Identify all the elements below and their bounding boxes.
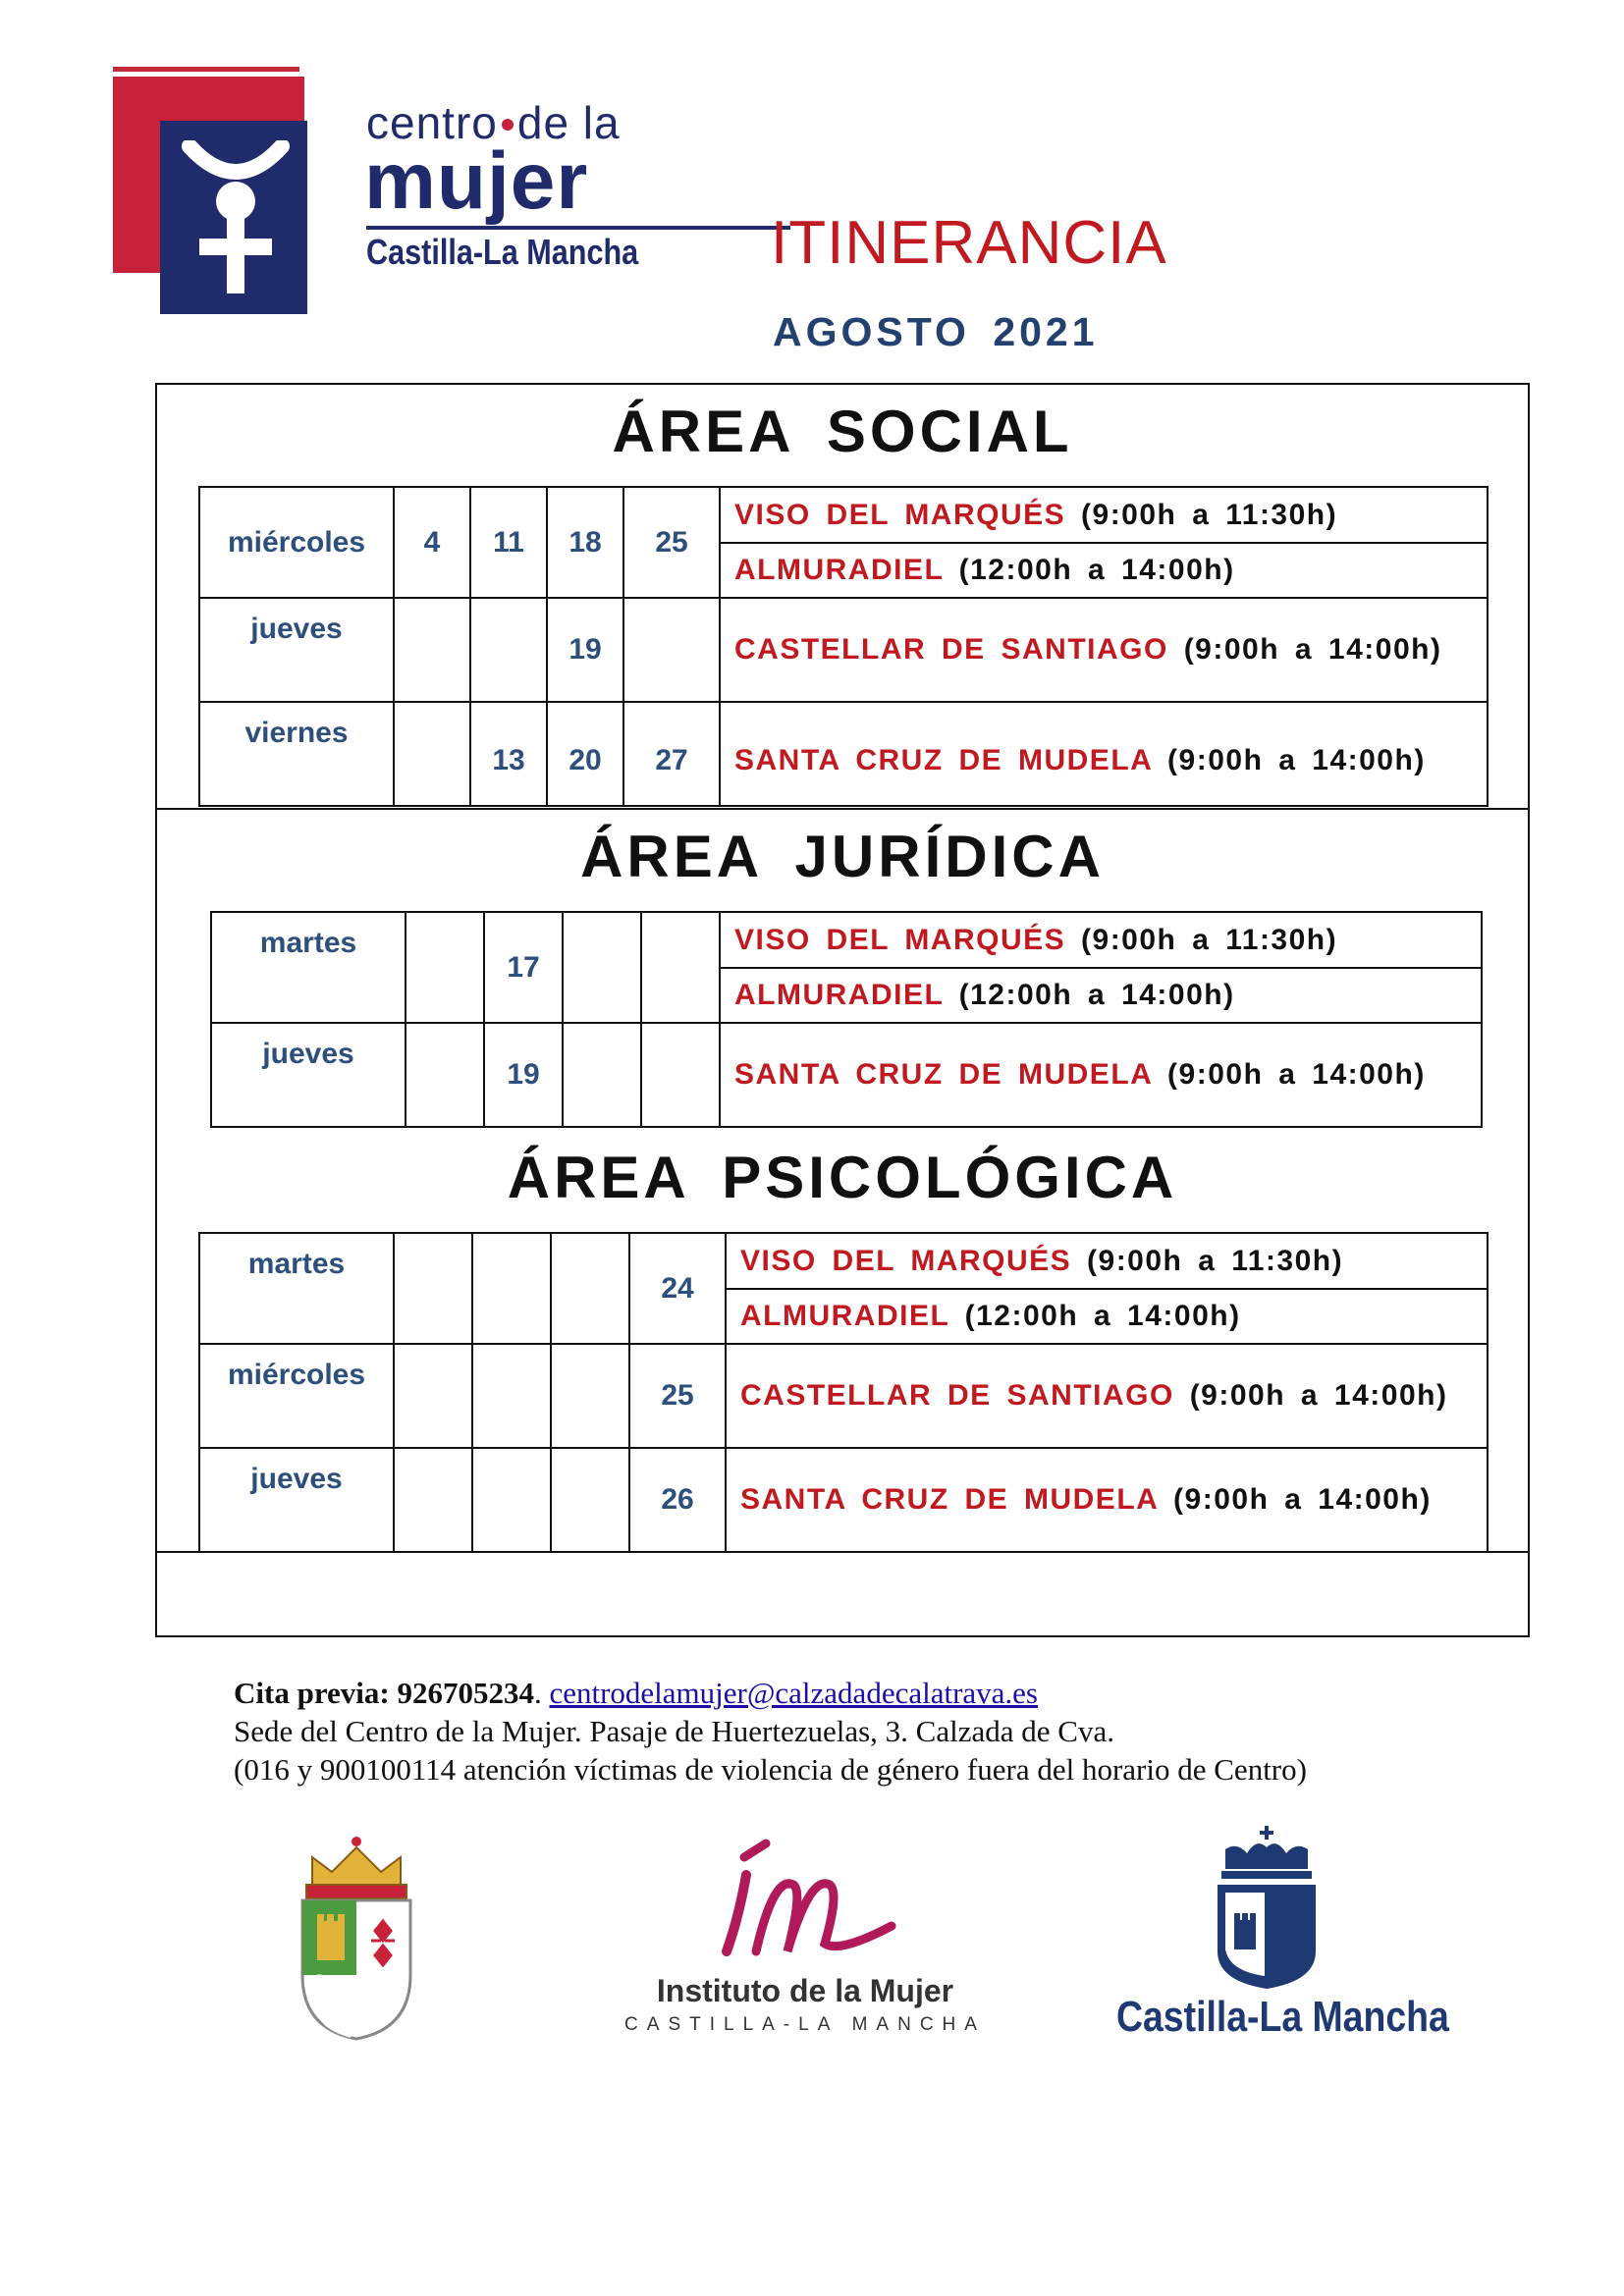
location-cell (720, 1023, 1482, 1127)
schedule-table-juridica (210, 911, 1483, 1128)
instituto-mujer-logo (619, 1836, 992, 2042)
date-cell: 24 (629, 1233, 726, 1344)
appointment-label: Cita previa: 926705234 (234, 1676, 534, 1710)
date-cell: 19 (484, 1023, 563, 1127)
clm-crest-icon (1208, 1824, 1326, 1991)
date-cell (551, 1344, 629, 1448)
logo-text-mujer: mujer (364, 136, 589, 226)
table-row (199, 1344, 1488, 1448)
day-cell: viernes (199, 702, 394, 806)
location-cell (720, 487, 1488, 543)
day-cell: miércoles (199, 1344, 394, 1448)
date-cell (551, 1233, 629, 1344)
date-cell: 20 (547, 702, 623, 806)
town-name: VISO DEL MARQUÉS (734, 498, 1066, 531)
instituto-name: Instituto de la Mujer (656, 1973, 954, 2008)
date-cell (394, 1344, 472, 1448)
hours-text: (9:00h a 14:00h) (1183, 633, 1442, 666)
municipal-crest-icon (293, 1828, 420, 2044)
date-cell (394, 702, 470, 806)
contact-footer (234, 1674, 1307, 1789)
helpline-note: (016 y 900100114 atención víctimas de violencia de género fuera del horario de Centro) (234, 1752, 1307, 1787)
hours-text: (9:00h a 14:00h) (1167, 744, 1426, 776)
town-name: SANTA CRUZ DE MUDELA (734, 1058, 1153, 1091)
date-cell: 4 (394, 487, 470, 598)
email-link[interactable]: centrodelamujer@calzadadecalatrava.es (549, 1676, 1038, 1710)
location-cell (726, 1448, 1488, 1552)
hours-text: (9:00h a 11:30h) (1081, 498, 1338, 531)
frame-divider (155, 808, 1530, 810)
date-cell (472, 1448, 551, 1552)
date-cell (394, 1233, 472, 1344)
logo-text-centro: centro de la (366, 97, 621, 148)
date-cell (406, 1023, 484, 1127)
date-cell (563, 1023, 641, 1127)
instituto-region: CASTILLA-LA MANCHA (624, 2014, 986, 2035)
day-cell: martes (199, 1233, 394, 1344)
table-row (199, 598, 1488, 702)
location-cell (726, 1233, 1488, 1289)
hours-text: (9:00h a 11:30h) (1087, 1244, 1344, 1277)
logo-rule (366, 226, 790, 230)
town-name: ALMURADIEL (734, 979, 944, 1011)
area-title-psicologica: ÁREA PSICOLÓGICA (507, 1145, 1178, 1210)
date-cell (563, 912, 641, 1023)
centro-mujer-logo (113, 67, 692, 312)
date-cell (406, 912, 484, 1023)
date-cell: 19 (547, 598, 623, 702)
clm-name: Castilla-La Mancha (1116, 1993, 1449, 2041)
schedule-table-psicologica (198, 1232, 1489, 1553)
hours-text: (12:00h a 14:00h) (964, 1300, 1241, 1332)
table-row (199, 702, 1488, 806)
date-cell (472, 1344, 551, 1448)
venus-symbol-icon (182, 140, 290, 297)
area-title-juridica: ÁREA JURÍDICA (580, 824, 1105, 889)
day-cell: jueves (199, 598, 394, 702)
date-cell (551, 1448, 629, 1552)
hours-text: (12:00h a 14:00h) (958, 979, 1235, 1011)
town-name: VISO DEL MARQUÉS (734, 923, 1066, 956)
hours-text: (12:00h a 14:00h) (958, 554, 1235, 586)
table-row (199, 1448, 1488, 1552)
document-subtitle: AGOSTO 2021 (773, 309, 1099, 354)
table-row (199, 487, 1488, 543)
appointment-line: Cita previa: 926705234. centrodelamujer@calzadadecalatrava.es (234, 1676, 1038, 1710)
hours-text: (9:00h a 14:00h) (1173, 1483, 1432, 1516)
document-title: ITINERANCIA (771, 209, 1167, 277)
town-name: ALMURADIEL (734, 554, 944, 586)
location-cell (720, 543, 1488, 598)
date-cell: 26 (629, 1448, 726, 1552)
date-cell (641, 1023, 720, 1127)
day-cell: martes (211, 912, 406, 1023)
date-cell: 17 (484, 912, 563, 1023)
table-row (211, 912, 1482, 968)
hours-text: (9:00h a 11:30h) (1081, 923, 1338, 956)
date-cell: 25 (623, 487, 720, 598)
logo-accent-line (113, 67, 299, 72)
date-cell: 11 (470, 487, 547, 598)
address-line: Sede del Centro de la Mujer. Pasaje de Huertezuelas, 3. Calzada de Cva. (234, 1714, 1114, 1748)
day-cell: jueves (211, 1023, 406, 1127)
im-monogram-icon (717, 1836, 903, 1963)
town-name: SANTA CRUZ DE MUDELA (734, 744, 1153, 776)
location-cell (726, 1344, 1488, 1448)
town-name: CASTELLAR DE SANTIAGO (740, 1379, 1174, 1412)
date-cell: 18 (547, 487, 623, 598)
table-row (211, 1023, 1482, 1127)
town-name: VISO DEL MARQUÉS (740, 1244, 1072, 1277)
location-cell (720, 598, 1488, 702)
day-cell: jueves (199, 1448, 394, 1552)
town-name: SANTA CRUZ DE MUDELA (740, 1483, 1159, 1516)
date-cell (472, 1233, 551, 1344)
day-cell: miércoles (199, 487, 394, 598)
castilla-la-mancha-logo (1090, 1824, 1449, 2050)
date-cell (641, 912, 720, 1023)
location-cell (726, 1289, 1488, 1344)
date-cell (394, 598, 470, 702)
town-name: ALMURADIEL (740, 1300, 949, 1332)
date-cell (470, 598, 547, 702)
table-row (199, 1233, 1488, 1289)
area-title-social: ÁREA SOCIAL (612, 399, 1073, 464)
location-cell (720, 702, 1488, 806)
date-cell: 13 (470, 702, 547, 806)
date-cell: 25 (629, 1344, 726, 1448)
location-cell (720, 912, 1482, 968)
date-cell: 27 (623, 702, 720, 806)
date-cell (394, 1448, 472, 1552)
hours-text: (9:00h a 14:00h) (1167, 1058, 1426, 1091)
date-cell (623, 598, 720, 702)
logo-text-region: Castilla-La Mancha (366, 232, 639, 272)
hours-text: (9:00h a 14:00h) (1189, 1379, 1448, 1412)
town-name: CASTELLAR DE SANTIAGO (734, 633, 1168, 666)
schedule-table-social (198, 486, 1489, 807)
location-cell (720, 968, 1482, 1023)
